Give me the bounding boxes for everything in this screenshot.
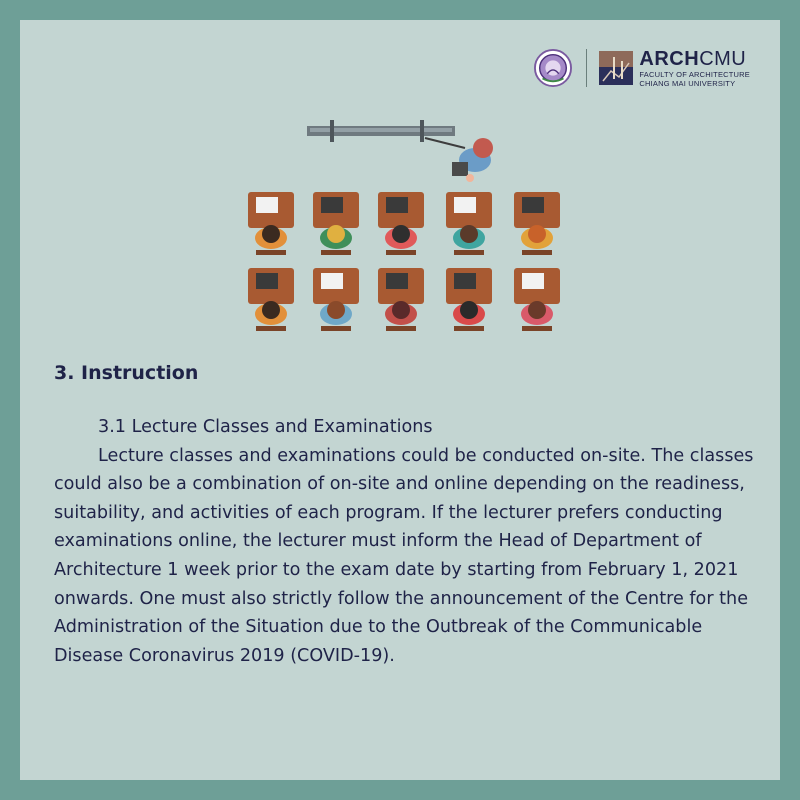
student-desk bbox=[446, 268, 492, 331]
student-desks bbox=[248, 192, 560, 331]
student-desk bbox=[248, 192, 294, 255]
section-heading: 3. Instruction bbox=[54, 362, 199, 384]
university-line: CHIANG MAI UNIVERSITY bbox=[639, 79, 736, 88]
teacher bbox=[425, 138, 493, 182]
whiteboard bbox=[307, 120, 455, 142]
info-card bbox=[20, 20, 780, 780]
section-paragraph: Lecture classes and examinations could be conducted on-site. The classes could also be a combination of on-site and online depending on the readiness, suitability, and activities of each program. If the lecturer prefers conducting examinations online, the lecturer must inform the Head of Department of Architecture 1 week prior to the exam date by starting from February 1, 2021 onwards. One must also strictly follow the announcement of the Centre for the Administration of the Situation due to the Outbreak of the Communicable Disease Coronavirus 2019 (COVID-19). bbox=[54, 445, 754, 666]
student-desk bbox=[248, 268, 294, 331]
student-desk bbox=[313, 192, 359, 255]
arch-bold-text: ARCH bbox=[639, 47, 700, 70]
classroom-illustration bbox=[20, 20, 780, 360]
student-desk bbox=[313, 268, 359, 331]
student-desk bbox=[514, 192, 560, 255]
section-body bbox=[54, 413, 754, 670]
faculty-line: FACULTY OF ARCHITECTURE bbox=[639, 69, 750, 79]
student-desk bbox=[446, 192, 492, 255]
section-subheading: 3.1 Lecture Classes and Examinations bbox=[98, 417, 433, 437]
cmu-text: CMU bbox=[699, 47, 747, 70]
student-desk bbox=[378, 268, 424, 331]
student-desk bbox=[378, 192, 424, 255]
student-desk bbox=[514, 268, 560, 331]
